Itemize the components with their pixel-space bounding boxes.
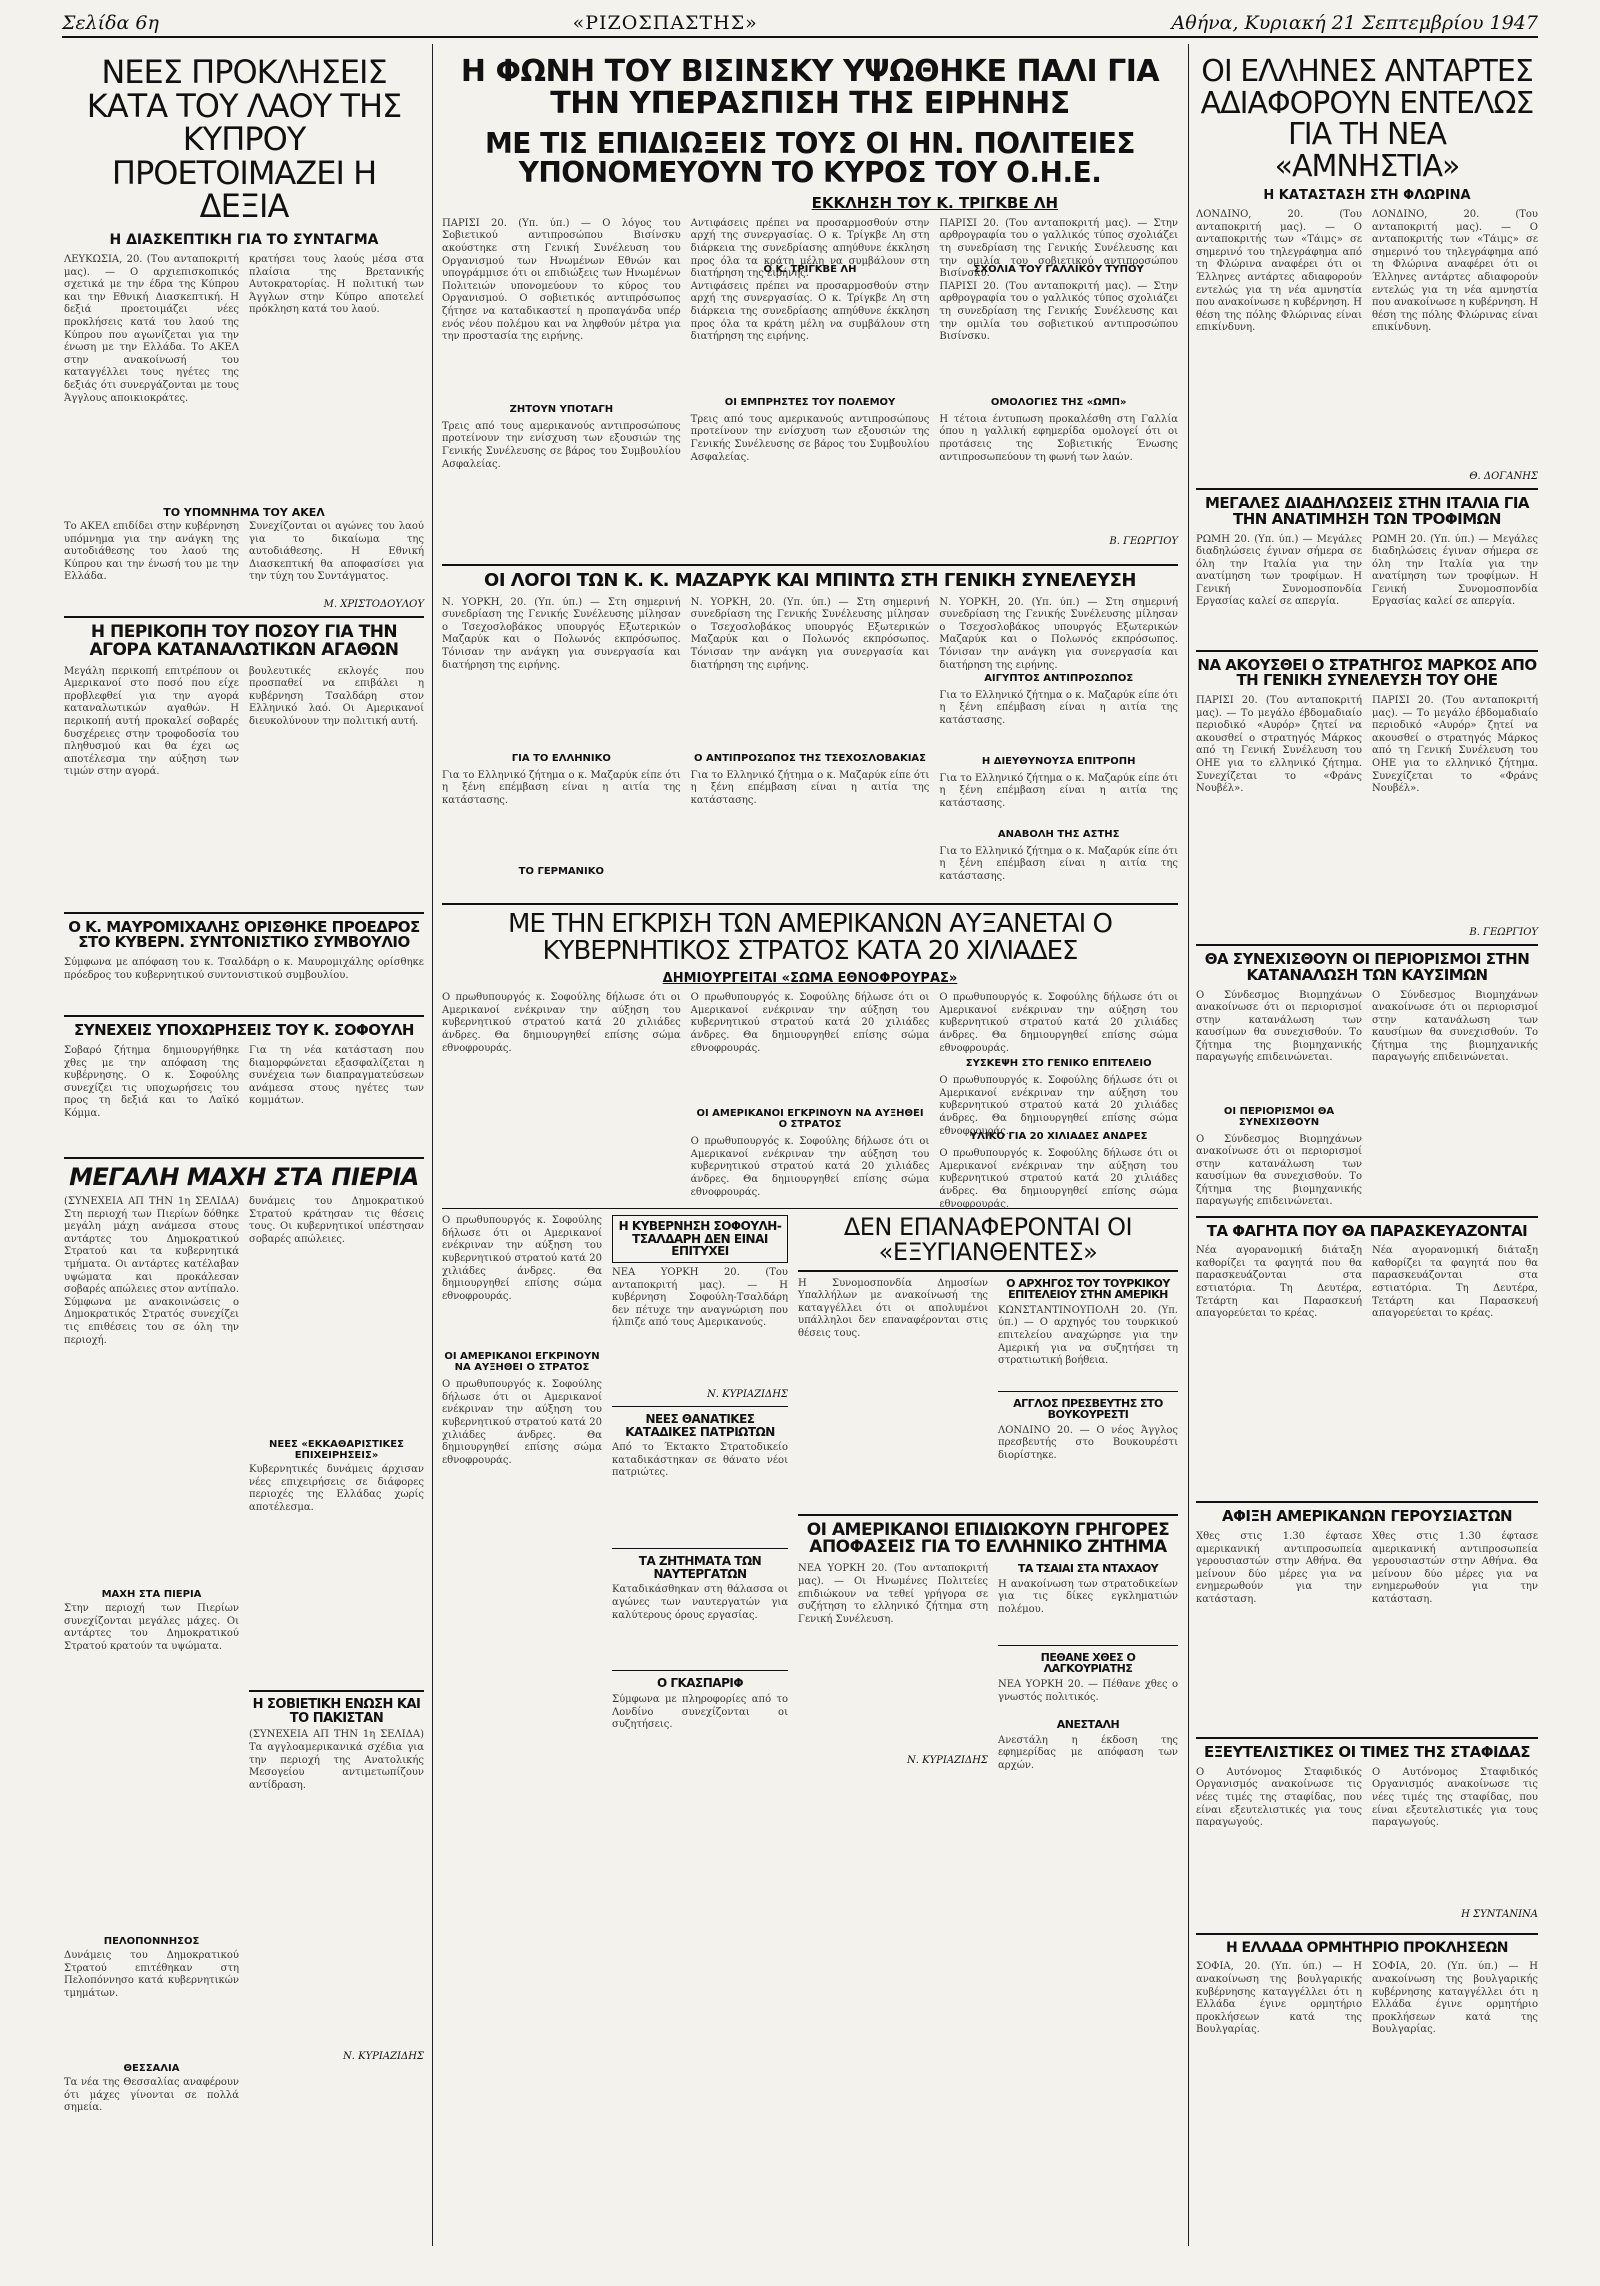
masthead	[62, 10, 1538, 38]
meals-text: Νέα αγορανομική διάταξη καθορίζει τα φαγητά που θα παρασκευάζονται στα εστιατόρια. Τη Δευτέρα, Τετάρτη και Παρασκευή απαγορεύεται το κρέας.	[1196, 1245, 1362, 1320]
fuel-text-2: Ο Σύνδεσμος Βιομηχάνων ανακοίνωσε ότι οι περιορισμοί στην κατανάλωση των καυσίμων θα συνεχισθούν. Το ζήτημα της βιομηχανικής παραγωγής επιδεινώνεται.	[1196, 1133, 1362, 1208]
army-approval-text: Ο πρωθυπουργός κ. Σοφούλης δήλωσε ότι οι Αμερικανοί ενέκριναν την αύξηση του κυβερνητικού στρατού κατά 20 χιλιάδες άνδρες. Θα δημιουργηθεί επίσης σώμα εθνοφρουράς.	[690, 1136, 930, 1198]
sofoulis-headline: ΣΥΝΕΧΕΙΣ ΥΠΟΧΩΡΗΣΕΙΣ ΤΟΥ Κ. ΣΟΦΟΥΛΗ	[74, 1021, 414, 1040]
seamen-text: Καταδικάσθηκαν στη θάλασσα οι αγώνες των ναυτεργατών για καλύτερους όρους εργασίας.	[612, 1584, 788, 1621]
postponement-text: Για το Ελληνικό ζήτημα ο κ. Μαζαρύκ είπε ότι η ξένη επέμβαση είναι η αιτία της κατάστασης.	[939, 845, 1179, 882]
government-text: ΝΕΑ ΥΟΡΚΗ 20. (Του ανταποκριτή μας). — Η κυβέρνηση Σοφούλη-Τσαλδάρη δεν πέτυχε την αναγνώριση που ήλπιζε από τους Αμερικανούς.	[612, 1267, 788, 1329]
government-headline: Η ΚΥΒΕΡΝΗΣΗ ΣΟΦΟΥΛΗ-ΤΣΑΛΔΑΡΗ ΔΕΝ ΕΙΝΑΙ ΕΠΙΤΥΧΕΙ	[612, 1215, 788, 1263]
lead-text-c: ΠΑΡΙΣΙ 20. (Του ανταποκριτή μας). — Στην αρθρογραφία του ο γαλλικός τύπος σχολιάζει τη συνεδρίαση της Γενικής Συνέλευσης και την ομιλία του σοβιετικού αντιπροσώπου Βισίνσκυ.	[939, 217, 1179, 280]
kypros-signature: Μ. ΧΡΙΣΤΟΔΟΥΛΟΥ	[323, 598, 424, 610]
fuel-headline: ΘΑ ΣΥΝΕΧΙΣΘΟΥΝ ΟΙ ΠΕΡΙΟΡΙΣΜΟΙ ΣΤΗΝ ΚΑΤΑΝΑΛΩΣΗ ΤΩΝ ΚΑΥΣΙΜΩΝ	[1204, 950, 1530, 984]
turkish-chief-headline: Ο ΑΡΧΗΓΟΣ ΤΟΥ ΤΟΥΡΚΙΚΟΥ ΕΠΙΤΕΛΕΙΟΥ ΣΤΗΝ ΑΜΕΡΙΚΗ	[1006, 1276, 1170, 1302]
egypt-text: Για το Ελληνικό ζήτημα ο κ. Μαζαρύκ είπε ότι η ξένη επέμβαση είναι η αιτία της κατάστασης.	[939, 689, 1179, 726]
thessalia-subhead: ΘΕΣΣΑΛΙΑ	[123, 2063, 180, 2075]
lead-headline: Η ΦΩΝΗ ΤΟΥ ΒΙΣΙΝΣΚΥ ΥΨΩΘΗΚΕ ΠΑΛΙ ΓΙΑ ΤΗΝ ΥΠΕΡΑΣΠΙΣΗ ΤΗΣ ΕΙΡΗΝΗΣ	[460, 54, 1160, 121]
lead-text: ΠΑΡΙΣΙ 20. (Υπ. ύπ.) — Ο λόγος του Σοβιετικού αντιπροσώπου Βισίνσκυ ακούστηκε στη Γενική Συνέλευση του Οργανισμού των Ηνωμένων Εθνών και υπογράμμισε ότι οι επιδιώξεις των Ηνωμένων Πολιτειών υπονομεύουν το κύρος του Οργανισμού. Ο σοβιετικός αντιπρόσωπος ζήτησε να καταδικαστεί η προπαγάνδα υπέρ ενός νέου πολέμου και να ληφθούν μέτρα για την προστασία της ειρήνης.	[442, 217, 681, 343]
arsonists-text: Τρεις από τους αμερικανούς αντιπροσώπους προτείνουν την ενίσχυση των εξουσιών της Γενικής Συνέλευσης σε βάρος του Συμβουλίου Ασφαλείας.	[690, 413, 930, 463]
mavromichalis-headline: Ο Κ. ΜΑΥΡΟΜΙΧΑΛΗΣ ΟΡΙΣΘΗΚΕ ΠΡΟΕΔΡΟΣ ΣΤΟ ΚΥΒΕΡΝ. ΣΥΝΤΟΝΙΣΤΙΚΟ ΣΥΜΒΟΥΛΙΟ	[68, 917, 420, 952]
fuel-text: Ο Σύνδεσμος Βιομηχάνων ανακοίνωσε ότι οι περιορισμοί στην κατανάλωση των καυσίμων θα συνεχισθούν. Το ζήτημα της βιομηχανικής παραγωγής επιδεινώνεται.	[1196, 989, 1362, 1064]
pakistan-signature: Ν. ΚΥΡΙΑΖΙΔΗΣ	[343, 2051, 424, 2063]
meals-headline: ΤΑ ΦΑΓΗΤΑ ΠΟΥ ΘΑ ΠΑΡΑΣΚΕΥΑΖΟΝΤΑΙ	[1206, 1221, 1528, 1240]
suspended-text: Ανεστάλη η έκδοση της εφημερίδας με απόφαση των αρχών.	[998, 1734, 1178, 1771]
lead-subheadline: ΜΕ ΤΙΣ ΕΠΙΔΙΩΞΕΙΣ ΤΟΥΣ ΟΙ ΗΝ. ΠΟΛΙΤΕΙΕΣ ΥΠΟΝΟΜΕΥΟΥΝ ΤΟ ΚΥΡΟΣ ΤΟΥ Ο.Η.Ε.	[484, 127, 1136, 190]
restore-text: Η Συνομοσπονδία Δημοσίων Υπαλλήλων με ανακοίνωσή της καταγγέλλει ότι οι απολυμένοι υπάλληλοι δεν επαναφέρονται στις θέσεις τους.	[798, 1277, 988, 1340]
pieria-headline: ΜΕΓΑΛΗ ΜΑΧΗ ΣΤΑ ΠΙΕΡΙΑ	[69, 1162, 419, 1191]
egypt-subhead: ΑΙΓΥΠΤΟΣ ΑΝΤΙΠΡΟΣΩΠΟΣ	[984, 672, 1134, 684]
french-press-text: ΠΑΡΙΣΙ 20. (Του ανταποκριτή μας). — Στην αρθρογραφία του ο γαλλικός τύπος σχολιάζει τη συνεδρίαση της Γενικής Συνέλευσης και την ομιλία του σοβιετικού αντιπροσώπου Βισίνσκυ.	[939, 280, 1179, 343]
sofoulis-text: Σοβαρό ζήτημα δημιουργήθηκε χθες με την απόφαση της κυβέρνησης. Ο κ. Σοφούλης συνεχίζει τις υποχωρήσεις του προς τη δεξιά και το Λαϊκό Κόμμα.	[64, 1044, 239, 1119]
army-subhead: ΔΗΜΙΟΥΡΓΕΙΤΑΙ «ΣΩΜΑ ΕΘΝΟΦΡΟΥΡΑΣ»	[662, 971, 958, 987]
provocations-headline: Η ΕΛΛΑΔΑ ΟΡΜΗΤΗΡΙΟ ΠΡΟΚΛΗΣΕΩΝ	[1225, 1939, 1509, 1956]
issue-date: Αθήνα, Κυριακή 21 Σεπτεμβρίου 1947	[1171, 12, 1538, 34]
materiel-subhead: ΥΛΙΚΟ ΓΙΑ 20 ΧΙΛΙΑΔΕΣ ΑΝΔΡΕΣ	[969, 1131, 1148, 1143]
death-notice-headline: ΠΕΘΑΝΕ ΧΘΕΣ Ο ΛΑΓΚΟΥΡΙΑΤΗΣ	[1040, 1650, 1136, 1676]
florina-subhead: Η ΚΑΤΑΣΤΑΣΗ ΣΤΗ ΦΛΩΡΙΝΑ	[1263, 188, 1471, 203]
senators-headline: ΑΦΙΞΗ ΑΜΕΡΙΚΑΝΩΝ ΓΕΡΟΥΣΙΑΣΤΩΝ	[1222, 1507, 1512, 1526]
trigve-text: Αντιφάσεις πρέπει να προσαρμοσθούν στην αρχή της συνεργασίας. Ο κ. Τρίγκβε Λη στη διάρκεια της συνεδρίασης απηύθυνε έκκληση προς όλα τα κράτη μέλη να συμβάλουν στη διατήρηση της ειρήνης.	[690, 280, 930, 343]
left-column	[64, 44, 424, 2117]
markos-text: ΠΑΡΙΣΙ 20. (Του ανταποκριτή μας). — Το μεγάλο έβδομαδιαίο περιοδικό «Αυρόρ» ζητεί να ακουσθεί ο στρατηγός Μάρκος από τη Γενική Συνέλευση του ΟΗΕ για το ελληνικό ζήτημα. Συνεχίζεται το «Φράνς Νουβέλ».	[1196, 695, 1362, 795]
kypros-text: ΛΕΥΚΩΣΙΑ, 20. (Του ανταποκριτή μας). — Ο αρχιεπισκοπικός σχετικά με την έδρα της Κύπρου και την Εθνική Διασκεπτική. Η δεξιά προετοιμάζει νέες προκλήσεις κατά του λαού της Κύπρου που αγωνίζεται για την ένωση με την Ελλάδα. Το ΑΚΕΛ στην ανακοίνωσή του καταγγέλλει τους ηγέτες της δεξιάς ότι συνεργάζονται με τους Άγγλους αποικιοκράτες.	[64, 253, 239, 404]
masaryk-text: Ν. ΥΟΡΚΗ, 20. (Υπ. ύπ.) — Στη σημερινή συνεδρίαση της Γενικής Συνέλευσης μίλησαν ο Τσεχοσλοβάκος υπουργός Εξωτερικών Μαζαρύκ και ο Πολωνός εκπρόσωπος. Τόνισαν την ανάγκη για συνεργασία και διατήρηση της ειρήνης.	[442, 596, 681, 671]
peloponnisos-subhead: ΠΕΛΟΠΟΝΝΗΣΟΣ	[103, 1936, 200, 1948]
markos-text-2: ΠΑΡΙΣΙ 20. (Του ανταποκριτή μας). — Το μεγάλο έβδομαδιαίο περιοδικό «Αυρόρ» ζητεί να ακουσθεί ο στρατηγός Μάρκος από τη Γενική Συνέλευση του ΟΗΕ για το ελληνικό ζήτημα. Συνεχίζεται το «Φράνς Νουβέλ».	[1372, 695, 1538, 795]
consumer-goods-headline: Η ΠΕΡΙΚΟΠΗ ΤΟΥ ΠΟΣΟΥ ΓΙΑ ΤΗΝ ΑΓΟΡΑ ΚΑΤΑΝΑΛΩΤΙΚΩΝ ΑΓΑΘΩΝ	[89, 621, 399, 660]
lead-section-title: ΕΚΚΛΗΣΗ ΤΟΥ Κ. ΤΡΙΓΚΒΕ ΛΗ	[811, 193, 1058, 212]
suspended-headline: ΑΝΕΣΤΑΛΗ	[1056, 1717, 1120, 1731]
akel-text: Το ΑΚΕΛ επιδίδει στην κυβέρνηση υπόμνημα για την ανάγκη της αυτοδιάθεσης του λαού της Κύπρου και την ένωσή του με την Ελλάδα.	[64, 520, 239, 583]
army-text: Ο πρωθυπουργός κ. Σοφούλης δήλωσε ότι οι Αμερικανοί ενέκριναν την αύξηση του κυβερνητικού στρατού κατά 20 χιλιάδες άνδρες. Θα δημιουργηθεί επίσης σώμα εθνοφρουράς.	[442, 992, 681, 1054]
consumer-goods-text: Μεγάλη περικοπή επιτρέπουν οι Αμερικανοί στο ποσό που είχε προβλεφθεί για την αγορά καταναλωτικών αγαθών. Η περικοπή αυτή προκαλεί σοβαρές δυσχέρειες στην τροφοδοσία του πληθυσμού και θα έχει ως αποτέλεσμα την αύξηση των τιμών στην αγορά.	[64, 665, 239, 778]
masaryk-headline: ΟΙ ΛΟΓΟΙ ΤΩΝ Κ. Κ. ΜΑΖΑΡΥΚ ΚΑΙ ΜΠΙΝΤΩ ΣΤΗ ΓΕΝΙΚΗ ΣΥΝΕΛΕΥΣΗ	[484, 569, 1136, 591]
akel-text-continued: Συνεχίζονται οι αγώνες του λαού για το δικαίωμα της αυτοδιάθεσης. Η Εθνική Διασκεπτική θα αποφασίσει για την τύχη του Συντάγματος.	[249, 520, 424, 583]
staff-meeting-text: Ο πρωθυπουργός κ. Σοφούλης δήλωσε ότι οι Αμερικανοί ενέκριναν την αύξηση του κυβερνητικού στρατού κατά 20 χιλιάδες άνδρες. Θα δημιουργηθεί επίσης σώμα εθνοφρουράς.	[939, 1075, 1179, 1137]
pakistan-headline: Η ΣΟΒΙΕΤΙΚΗ ΕΝΩΣΗ ΚΑΙ ΤΟ ΠΑΚΙΣΤΑΝ	[252, 1697, 421, 1726]
army-text-5: Ο πρωθυπουργός κ. Σοφούλης δήλωσε ότι οι Αμερικανοί ενέκριναν την αύξηση του κυβερνητικού στρατού κατά 20 χιλιάδες άνδρες. Θα δημιουργηθεί επίσης σώμα εθνοφρουράς.	[442, 1379, 602, 1466]
provocations-text-2: ΣΟΦΙΑ, 20. (Υπ. ύπ.) — Η ανακοίνωση της βουλγαρικής κυβέρνησης καταγγέλλει ότι η Ελλάδα έγινε ορμητήριο προκλήσεων κατά της Βουλγαρίας.	[1372, 1961, 1538, 2036]
fuel-subhead: ΟΙ ΠΕΡΙΟΡΙΣΜΟΙ ΘΑ ΣΥΝΕΧΙΣΘΟΥΝ	[1223, 1105, 1335, 1128]
kypros-headline: ΝΕΕΣ ΠΡΟΚΛΗΣΕΙΣ ΚΑΤΑ ΤΟΥ ΛΑΟΥ ΤΗΣ ΚΥΠΡΟΥ ΠΡΟΕΤΟΙΜΑΖΕΙ Η ΔΕΞΙΑ	[86, 53, 402, 226]
masaryk-text-2: Ν. ΥΟΡΚΗ, 20. (Υπ. ύπ.) — Στη σημερινή συνεδρίαση της Γενικής Συνέλευσης μίλησαν ο Τσεχοσλοβάκος υπουργός Εξωτερικών Μαζαρύκ και ο Πολωνός εκπρόσωπος. Τόνισαν την ανάγκη για συνεργασία και διατήρηση της ειρήνης.	[690, 596, 930, 671]
bucharest-text: ΛΟΝΔΙΝΟ 20. — Ο νέος Άγγλος πρεσβευτής στο Βουκουρέστι διορίστηκε.	[998, 1424, 1178, 1462]
restore-headline: ΔΕΝ ΕΠΑΝΑΦΕΡΟΝΤΑΙ ΟΙ «ΕΞΥΓΙΑΝΘΕΝΤΕΣ»	[798, 1215, 1178, 1271]
florina-signature: Θ. ΔΟΓΑΝΗΣ	[1469, 471, 1538, 482]
czech-delegate-subhead: Ο ΑΝΤΙΠΡΟΣΩΠΟΣ ΤΗΣ ΤΣΕΧΟΣΛΟΒΑΚΙΑΣ	[693, 752, 927, 764]
turkish-chief-text: ΚΩΝΣΤΑΝΤΙΝΟΥΠΟΛΗ 20. (Υπ. ύπ.) — Ο αρχηγός του τουρκικού επιτελείου αναχώρησε για την Αμερική για να συζητήσει τη στρατιωτική βοήθεια.	[998, 1304, 1178, 1367]
fuel-text-3: Ο Σύνδεσμος Βιομηχάνων ανακοίνωσε ότι οι περιορισμοί στην κατανάλωση των καυσίμων θα συνεχισθούν. Το ζήτημα της βιομηχανικής παραγωγής επιδεινώνεται.	[1372, 989, 1538, 1064]
french-press-subhead: ΣΧΟΛΙΑ ΤΟΥ ΓΑΛΛΙΚΟΥ ΤΥΠΟΥ	[973, 263, 1144, 275]
kypros-text-continued: κρατήσει τους λαούς μέσα στα πλαίσια της Βρετανικής Αυτοκρατορίας. Η πολιτική των Άγγλων στην Κύπρο αποτελεί πρόκληση κατά του λαού.	[249, 253, 424, 316]
hint-subhead: ΖΗΤΟΥΝ ΥΠΟΤΑΓΗ	[509, 403, 614, 415]
italy-text-2: ΡΩΜΗ 20. (Υπ. ύπ.) — Μεγάλες διαδηλώσεις έγιναν σήμερα σε όλη την Ιταλία για την ανατίμηση των τροφίμων. Η Γενική Συνομοσπονδία Εργασίας καλεί σε απεργία.	[1372, 533, 1538, 608]
gasparif-text: Σύμφωνα με πληροφορίες από το Λονδίνο συνεχίζονται οι συζητήσεις.	[612, 1694, 788, 1731]
markos-headline: ΝΑ ΑΚΟΥΣΘΕΙ Ο ΣΤΡΑΤΗΓΟΣ ΜΑΡΚΟΣ ΑΠΟ ΤΗ ΓΕΝΙΚΗ ΣΥΝΕΛΕΥΣΗ ΤΟΥ ΟΗΕ	[1197, 655, 1537, 690]
paper-title: «ΡΙΖΟΣΠΑΣΤΗΣ»	[572, 12, 758, 34]
lead-text-more: Τρεις από τους αμερικανούς αντιπροσώπους προτείνουν την ενίσχυση των εξουσιών της Γενικής Συνέλευσης σε βάρος του Συμβουλίου Ασφαλείας.	[442, 420, 681, 470]
peloponnisos-text: Δυνάμεις του Δημοκρατικού Στρατού επιτέθηκαν στη Πελοπόννησο κατά κυβερνητικών τμημάτων.	[64, 1950, 239, 1999]
committee-subhead: Η ΔΙΕΥΘΥΝΟΥΣΑ ΕΠΙΤΡΟΠΗ	[981, 755, 1136, 767]
death-notice-text: ΝΕΑ ΥΟΡΚΗ 20. — Πέθανε χθες ο γνωστός πολιτικός.	[998, 1678, 1178, 1703]
seamen-headline: ΤΑ ΖΗΤΗΜΑΤΑ ΤΩΝ ΝΑΥΤΕΡΓΑΤΩΝ	[638, 1554, 762, 1581]
death-sentences-headline: ΝΕΕΣ ΘΑΝΑΤΙΚΕΣ ΚΑΤΑΔΙΚΕΣ ΠΑΤΡΙΩΤΩΝ	[625, 1412, 775, 1439]
lead-signature: Β. ΓΕΩΡΓΙΟΥ	[1109, 535, 1179, 547]
right-column	[1196, 44, 1538, 2111]
florina-text-2: ΛΟΝΔΙΝΟ, 20. (Του ανταποκριτή μας). — Ο ανταποκριτής των «Τάιμς» σε σημερινό του τηλεγράφημα από τη Φλώρινα αναφέρει ότι οι Έλληνες αντάρτες αδιαφορούν εντελώς για τη νέα αμνηστία που ανακοίνωσε η κυβέρνηση. Η θέση της πόλης Φλώρινας είναι επικίνδυνη.	[1372, 209, 1538, 334]
staff-meeting-subhead: ΣΥΣΚΕΨΗ ΣΤΟ ΓΕΝΙΚΟ ΕΠΙΤΕΛΕΙΟ	[965, 1058, 1152, 1070]
army-headline: ΜΕ ΤΗΝ ΕΓΚΡΙΣΗ ΤΩΝ ΑΜΕΡΙΚΑΝΩΝ ΑΥΞΑΝΕΤΑΙ Ο ΚΥΒΕΡΝΗΤΙΚΟΣ ΣΤΡΑΤΟΣ ΚΑΤΑ 20 ΧΙΛΙΑΔΕΣ	[508, 908, 1112, 966]
czech-delegate-text: Για το Ελληνικό ζήτημα ο κ. Μαζαρύκ είπε ότι η ξένη επέμβαση είναι η αιτία της κατάστασης.	[690, 769, 930, 806]
bucharest-headline: ΑΓΓΛΟΣ ΠΡΕΣΒΕΥΤΗΣ ΣΤΟ ΒΟΥΚΟΥΡΕΣΤΙ	[1013, 1396, 1163, 1422]
column-divider	[1188, 44, 1189, 2246]
army-subhead-2: ΟΙ ΑΜΕΡΙΚΑΝΟΙ ΕΓΚΡΙΝΟΥΝ ΝΑ ΑΥΞΗΘΕΙ Ο ΣΤΡΑΤΟΣ	[444, 1351, 600, 1374]
center-section	[442, 44, 1178, 1819]
mavromichalis-text: Σύμφωνα με απόφαση του κ. Τσαλδάρη ο κ. Μαυρομιχάλης ορίσθηκε πρόεδρος του κυβερνητικού συντονιστικού συμβουλίου.	[64, 957, 424, 981]
raisin-signature: Η ΣΥΝΤΑΝΙΝΑ	[1461, 1908, 1538, 1920]
provocations-text: ΣΟΦΙΑ, 20. (Υπ. ύπ.) — Η ανακοίνωση της βουλγαρικής κυβέρνησης καταγγέλλει ότι η Ελλάδα έγινε ορμητήριο προκλήσεων κατά της Βουλγαρίας.	[1196, 1961, 1362, 2036]
omologies-subhead: ΟΜΟΛΟΓΙΕΣ ΤΗΣ «ΩΜΠ»	[990, 396, 1127, 408]
pieria-text-continued: δυνάμεις του Δημοκρατικού Στρατού κράτησαν τις θέσεις τους. Οι κυβερνητικοί υπέστησαν σοβαρές απώλειες.	[249, 1196, 424, 1245]
raisin-headline: ΕΞΕΥΤΕΛΙΣΤΙΚΕΣ ΟΙ ΤΙΜΕΣ ΤΗΣ ΣΤΑΦΙΔΑΣ	[1203, 1743, 1531, 1761]
column-divider	[432, 44, 433, 2246]
lead-text-b: Αντιφάσεις πρέπει να προσαρμοσθούν στην αρχή της συνεργασίας. Ο κ. Τρίγκβε Λη στη διάρκεια της συνεδρίασης απηύθυνε έκκληση προς όλα τα κράτη μέλη να συμβάλουν στη διατήρηση της ειρήνης.	[690, 217, 930, 280]
operations-subhead: ΝΕΕΣ «ΕΚΚΑΘΑΡΙΣΤΙΚΕΣ ΕΠΙΧΕΙΡΗΣΕΙΣ»	[269, 1439, 404, 1462]
omologies-text: Η τέτοια έντυπωση προκαλέσθη στη Γαλλία όπου η γαλλική εφημερίδα ομολογεί ότι οι προτάσεις της Σοβιετικής Ένωσης αντιπροσωπεύουν τη φωνή των λαών.	[939, 413, 1179, 463]
rebels-headline: ΟΙ ΕΛΛΗΝΕΣ ΑΝΤΑΡΤΕΣ ΑΔΙΑΦΟΡΟΥΝ ΕΝΤΕΛΩΣ ΓΙΑ ΤΗ ΝΕΑ «ΑΜΝΗΣΤΙΑ»	[1200, 54, 1534, 184]
akel-subhead: ΤΟ ΥΠΟΜΝΗΜΑ ΤΟΥ ΑΚΕΛ	[163, 505, 325, 519]
greek-issue-subhead: ΓΙΑ ΤΟ ΕΛΛΗΝΙΚΟ	[511, 752, 611, 764]
italy-headline: ΜΕΓΑΛΕΣ ΔΙΑΔΗΛΩΣΕΙΣ ΣΤΗΝ ΙΤΑΛΙΑ ΓΙΑ ΤΗΝ ΑΝΑΤΙΜΗΣΗ ΤΩΝ ΤΡΟΦΙΜΩΝ	[1204, 494, 1530, 528]
raisin-text: Ο Αυτόνομος Σταφιδικός Οργανισμός ανακοίνωσε τις νέες τιμές της σταφίδας, που είναι εξευτελιστικές για τους παραγωγούς.	[1196, 1766, 1362, 1829]
masaryk-text-3: Ν. ΥΟΡΚΗ, 20. (Υπ. ύπ.) — Στη σημερινή συνεδρίαση της Γενικής Συνέλευσης μίλησαν ο Τσεχοσλοβάκος υπουργός Εξωτερικών Μαζαρύκ και ο Πολωνός εκπρόσωπος. Τόνισαν την ανάγκη για συνεργασία και διατήρηση της ειρήνης.	[939, 596, 1179, 671]
senators-text: Χθες στις 1.30 έφτασε αμερικανική αντιπροσωπεία γερουσιαστών στην Αθήνα. Θα μείνουν δύο μέρες για να ενημερωθούν για την κατάσταση.	[1196, 1531, 1362, 1605]
materiel-text: Ο πρωθυπουργός κ. Σοφούλης δήλωσε ότι οι Αμερικανοί ενέκριναν την αύξηση του κυβερνητικού στρατού κατά 20 χιλιάδες άνδρες. Θα δημιουργηθεί επίσης σώμα εθνοφρουράς.	[939, 1148, 1179, 1210]
us-decisions-headline: ΟΙ ΑΜΕΡΙΚΑΝΟΙ ΕΠΙΔΙΩΚΟΥΝ ΓΡΗΓΟΡΕΣ ΑΠΟΦΑΣΕΙΣ ΓΙΑ ΤΟ ΕΛΛΗΝΙΚΟ ΖΗΤΗΜΑ	[806, 1519, 1170, 1558]
pieria-battle-subhead: ΜΑΧΗ ΣΤΑ ΠΙΕΡΙΑ	[101, 1589, 202, 1601]
german-issue-subhead: ΤΟ ΓΕΡΜΑΝΙΚΟ	[518, 865, 605, 877]
markos-signature: Β. ΓΕΩΡΓΙΟΥ	[1469, 927, 1538, 938]
trigve-subhead: Ο Κ. ΤΡΙΓΚΒΕ ΛΗ	[763, 263, 857, 275]
postponement-subhead: ΑΝΑΒΟΛΗ ΤΗΣ ΑΣΤΗΣ	[997, 828, 1120, 840]
army-approval-subhead: ΟΙ ΑΜΕΡΙΚΑΝΟΙ ΕΓΚΡΙΝΟΥΝ ΝΑ ΑΥΞΗΘΕΙ Ο ΣΤΡΑΤΟΣ	[696, 1108, 924, 1131]
pieria-text: (ΣΥΝΕΧΕΙΑ ΑΠ ΤΗΝ 1η ΣΕΛΙΔΑ) Στη περιοχή των Πιερίων δόθηκε μεγάλη μάχη ανάμεσα στους αντάρτες του Δημοκρατικού Στρατού και τα κυβερνητικά τμήματα. Οι αντάρτες κατέλαβαν υψώματα και προκάλεσαν σοβαρές απώλειες στον αντίπαλο. Σύμφωνα με ανακοινώσεις ο Δημοκρατικός Στρατός συνεχίζει τις επιθέσεις του σε όλη την περιοχή.	[64, 1196, 239, 1346]
pakistan-text: (ΣΥΝΕΧΕΙΑ ΑΠ ΤΗΝ 1η ΣΕΛΙΔΑ) Τα αγγλοαμερικανικά σχέδια για την περιοχή της Ανατολικής Μεσογείου αντιμετωπίζουν αντίδραση.	[249, 1729, 424, 1791]
senators-text-2: Χθες στις 1.30 έφτασε αμερικανική αντιπροσωπεία γερουσιαστών στην Αθήνα. Θα μείνουν δύο μέρες για να ενημερωθούν για την κατάσταση.	[1372, 1531, 1538, 1605]
page-number: Σελίδα 6η	[62, 12, 159, 34]
raisin-text-2: Ο Αυτόνομος Σταφιδικός Οργανισμός ανακοίνωσε τις νέες τιμές της σταφίδας, που είναι εξευτελιστικές για τους παραγωγούς.	[1372, 1766, 1538, 1829]
us-decisions-text: ΝΕΑ ΥΟΡΚΗ 20. (Του ανταποκριτή μας). — Οι Ηνωμένες Πολιτείες επιδιώκουν να τεθεί γρήγορα σε συζήτηση το ελληνικό ζήτημα στη Γενική Συνέλευση.	[798, 1563, 988, 1625]
kypros-subhead: Η ΔΙΑΣΚΕΠΤΙΚΗ ΓΙΑ ΤΟ ΣΥΝΤΑΓΜΑ	[109, 231, 379, 248]
operations-text: Κυβερνητικές δυνάμεις άρχισαν νέες επιχειρήσεις σε διάφορες περιοχές της Ελλάδας χωρίς αποτέλεσμα.	[249, 1464, 424, 1513]
army-text-2: Ο πρωθυπουργός κ. Σοφούλης δήλωσε ότι οι Αμερικανοί ενέκριναν την αύξηση του κυβερνητικού στρατού κατά 20 χιλιάδες άνδρες. Θα δημιουργηθεί επίσης σώμα εθνοφρουράς.	[690, 992, 930, 1054]
us-decisions-signature: Ν. ΚΥΡΙΑΖΙΔΗΣ	[907, 1755, 988, 1767]
army-text-3: Ο πρωθυπουργός κ. Σοφούλης δήλωσε ότι οι Αμερικανοί ενέκριναν την αύξηση του κυβερνητικού στρατού κατά 20 χιλιάδες άνδρες. Θα δημιουργηθεί επίσης σώμα εθνοφρουράς.	[939, 992, 1179, 1054]
meals-text-2: Νέα αγορανομική διάταξη καθορίζει τα φαγητά που θα παρασκευάζονται στα εστιατόρια. Τη Δευτέρα, Τετάρτη και Παρασκευή απαγορεύεται το κρέας.	[1372, 1245, 1538, 1320]
death-sentences-text: Από το Έκτακτο Στρατοδικείο καταδικάστηκαν σε θάνατο νέοι πατριώτες.	[612, 1442, 788, 1479]
government-signature: Ν. ΚΥΡΙΑΖΙΔΗΣ	[707, 1389, 788, 1401]
thessalia-text: Τα νέα της Θεσσαλίας αναφέρουν ότι μάχες γίνονται σε πολλά σημεία.	[64, 2077, 239, 2114]
committee-text: Για το Ελληνικό ζήτημα ο κ. Μαζαρύκ είπε ότι η ξένη επέμβαση είναι η αιτία της κατάστασης.	[939, 772, 1179, 809]
florina-text: ΛΟΝΔΙΝΟ, 20. (Του ανταποκριτή μας). — Ο ανταποκριτής των «Τάιμς» σε σημερινό του τηλεγράφημα από τη Φλώρινα αναφέρει ότι οι Έλληνες αντάρτες αδιαφορούν εντελώς για τη νέα αμνηστία που ανακοίνωσε η κυβέρνηση. Η θέση της πόλης Φλώρινας είναι επικίνδυνη.	[1196, 209, 1362, 334]
consumer-goods-text-continued: βουλευτικές εκλογές που προσπαθεί να επιβάλει η κυβέρνηση Τσαλδάρη στον Ελληνικό λαό. Οι Αμερικανοί διευκολύνουν την πολιτική αυτή.	[249, 665, 424, 728]
pieria-battle-text: Στην περιοχή των Πιερίων συνεχίζονται μεγάλες μάχες. Οι αντάρτες του Δημοκρατικού Στρατού κρατούν τα υψώματα.	[64, 1603, 239, 1652]
greek-issue-text: Για το Ελληνικό ζήτημα ο κ. Μαζαρύκ είπε ότι η ξένη επέμβαση είναι η αιτία της κατάστασης.	[442, 769, 681, 806]
sofoulis-text-continued: Για τη νέα κατάσταση που διαμορφώνεται εξασφαλίζεται η συνέχεια των διαπραγματεύσεων ανάμεσα στους ηγέτες των κομμάτων.	[249, 1044, 424, 1107]
dachau-headline: ΤΑ ΤΣΑΙΑΙ ΣΤΑ ΝΤΑΧΑΟΥ	[1017, 1562, 1159, 1576]
gasparif-headline: Ο ΓΚΑΣΠΑΡΙΦ	[656, 1676, 744, 1691]
army-text-4: Ο πρωθυπουργός κ. Σοφούλης δήλωσε ότι οι Αμερικανοί ενέκριναν την αύξηση του κυβερνητικού στρατού κατά 20 χιλιάδες άνδρες. Θα δημιουργηθεί επίσης σώμα εθνοφρουράς.	[442, 1215, 602, 1302]
italy-text: ΡΩΜΗ 20. (Υπ. ύπ.) — Μεγάλες διαδηλώσεις έγιναν σήμερα σε όλη την Ιταλία για την ανατίμηση των τροφίμων. Η Γενική Συνομοσπονδία Εργασίας καλεί σε απεργία.	[1196, 533, 1362, 608]
dachau-text: Η ανακοίνωση των στρατοδικείων για τις δίκες εγκληματιών πολέμου.	[998, 1578, 1178, 1616]
arsonists-subhead: ΟΙ ΕΜΠΡΗΣΤΕΣ ΤΟΥ ΠΟΛΕΜΟΥ	[724, 396, 896, 408]
